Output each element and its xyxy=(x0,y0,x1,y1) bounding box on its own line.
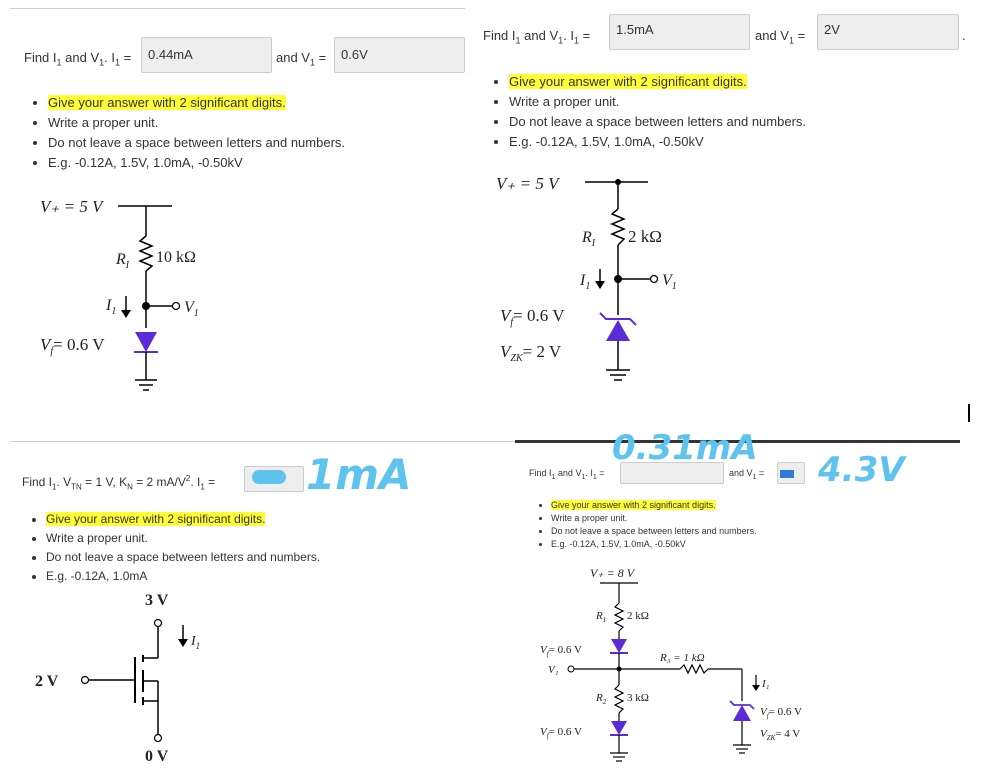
p2-question: Find $I_1$ and $V_1$. $I_1$ = xyxy=(483,28,591,46)
p1-diode xyxy=(135,332,157,352)
p3-handwritten-answer: 1mA xyxy=(306,450,412,499)
p2-and-v1-label: and $V_1$ = xyxy=(755,28,806,46)
p3-question: Find $I_1$. $V_{TN} = 1$ V, $K_N = 2$ $mA/V^2$. $I_1$ = xyxy=(22,474,216,492)
panel1-top-rule xyxy=(10,8,465,9)
p1-question: Find $I_1$ and $V_1$. $I_1$ = xyxy=(24,50,132,68)
p1-vplus-label: V₊ = 5 V xyxy=(40,197,103,216)
instruction-item: • Do not leave a space between letters and numbers. xyxy=(509,114,806,129)
p1-instructions xyxy=(24,95,345,175)
svg-text:I1: $I_1$ xyxy=(580,272,591,292)
svg-text:RI: $R_I$ xyxy=(116,251,130,271)
instruction-item: • Give your answer with 2 significant digits. xyxy=(48,95,345,110)
svg-text:V1: $V_1$ xyxy=(662,272,677,292)
svg-text:R1: $R_1$ xyxy=(596,610,607,624)
instruction-item: • Write a proper unit. xyxy=(509,94,806,109)
p2-v1-answer-field[interactable]: 2V xyxy=(817,14,959,50)
svg-text:2 kΩ: 2 kΩ xyxy=(627,610,649,622)
svg-text:I₁: I₁ xyxy=(762,678,770,690)
svg-text:Vf= 0.6 V: $V_f= 0.6$ V xyxy=(40,335,105,357)
instruction-item: • Give your answer with 2 significant digits. xyxy=(551,500,757,510)
instruction-item: • E.g. -0.12A, 1.5V, 1.0mA, -0.50kV xyxy=(48,155,345,170)
svg-text:R2: $R_2$ xyxy=(596,692,607,706)
svg-text:3 V: 3 V xyxy=(145,592,169,609)
svg-text:3 kΩ: 3 kΩ xyxy=(627,692,649,704)
svg-text:R₃ = 1 kΩ: R₃ = 1 kΩ xyxy=(660,652,705,664)
svg-text:V1: $V_1$ xyxy=(184,299,199,319)
p1-v1-answer-field[interactable]: 0.6V xyxy=(334,37,465,73)
svg-text:V₁: V₁ xyxy=(548,664,559,676)
p2-instructions xyxy=(485,74,806,154)
instruction-item: • Write a proper unit. xyxy=(551,513,757,523)
instruction-item: • Do not leave a space between letters and numbers. xyxy=(551,526,757,536)
svg-text:10 kΩ: 10 kΩ xyxy=(156,249,196,266)
instruction-item: • Do not leave a space between letters and numbers. xyxy=(48,135,345,150)
p1-i1-answer-field[interactable]: 0.44mA xyxy=(141,37,272,73)
svg-text:2 kΩ: 2 kΩ xyxy=(628,227,662,246)
instruction-item: • Write a proper unit. xyxy=(46,531,320,545)
p4-instructions xyxy=(527,500,757,552)
p2-i1-answer-field[interactable]: 1.5mA xyxy=(609,14,750,50)
panel-divider-left xyxy=(10,441,515,442)
p4-and-v1-label: and $V_1$ = xyxy=(729,468,765,481)
svg-text:V₊ = 8 V: V₊ = 8 V xyxy=(590,566,635,580)
p2-zener-diode xyxy=(606,320,630,341)
svg-text:Vf= 0.6 V: $V_f= 0.6$ V xyxy=(540,644,582,658)
instruction-item: • E.g. -0.12A, 1.0mA xyxy=(46,569,320,583)
instruction-item: • Write a proper unit. xyxy=(48,115,345,130)
svg-text:V₊ = 5 V: V₊ = 5 V xyxy=(496,174,559,193)
instruction-item: • Give your answer with 2 significant digits. xyxy=(509,74,806,89)
p1-resistor xyxy=(140,236,152,271)
p4-handwriting-scribble xyxy=(780,470,794,478)
p2-circuit-diagram xyxy=(490,165,710,395)
instruction-item: • E.g. -0.12A, 1.5V, 1.0mA, -0.50kV xyxy=(509,134,806,149)
svg-text:Vf= 0.6 V: $V_f= 0.6$ V xyxy=(500,306,565,328)
svg-text:I1: $I_1$ xyxy=(191,634,201,651)
instruction-item: • Give your answer with 2 significant digits. xyxy=(46,512,320,526)
p3-handwriting-scribble xyxy=(252,470,286,484)
p4-handwritten-v1: 4.3V xyxy=(818,450,905,490)
svg-text:VZK= 2 V: $V_{ZK}= 2$ V xyxy=(500,342,562,364)
svg-text:2 V: 2 V xyxy=(35,673,59,690)
svg-text:Vf= 0.6 V: $V_f= 0.6$ V xyxy=(540,726,582,740)
p4-question: Find $I_1$ and $V_1$. $I_1$ = xyxy=(529,468,605,481)
p1-circuit-diagram xyxy=(30,190,270,410)
svg-text:0 V: 0 V xyxy=(145,748,169,765)
svg-text:RI: $R_I$ xyxy=(582,229,596,249)
p3-instructions xyxy=(22,512,320,588)
p4-handwritten-i1: 0.31mA xyxy=(612,428,758,468)
svg-text:Vf= 0.6 V: $V_f= 0.6$ V xyxy=(760,706,802,720)
p4-circuit-diagram xyxy=(530,563,850,773)
instruction-item: • E.g. -0.12A, 1.5V, 1.0mA, -0.50kV xyxy=(551,539,757,549)
p1-and-v1-label: and $V_1$ = xyxy=(276,50,327,68)
p2-period: . xyxy=(962,28,966,43)
p3-mosfet-diagram xyxy=(25,585,255,775)
svg-text:VZK= 4 V: $V_{ZK}= 4$ V xyxy=(760,728,801,742)
text-cursor xyxy=(968,404,970,422)
instruction-item: • Do not leave a space between letters and numbers. xyxy=(46,550,320,564)
svg-text:I1: $I_1$ xyxy=(106,297,117,317)
